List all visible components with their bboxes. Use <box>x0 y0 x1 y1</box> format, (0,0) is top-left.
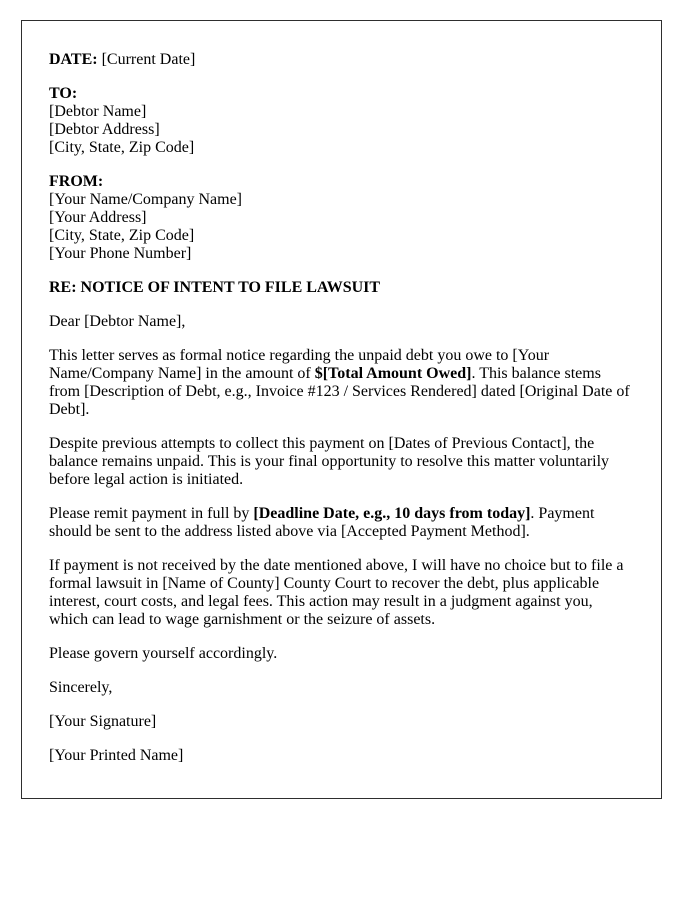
signature-placeholder: [Your Signature] <box>49 713 157 730</box>
bold-placeholder-text: $[Total Amount Owed] <box>314 365 472 382</box>
printed-name-placeholder: [Your Printed Name] <box>49 747 184 764</box>
closing: Sincerely, <box>49 679 113 696</box>
bold-placeholder-text: [Deadline Date, e.g., 10 days from today] <box>253 505 531 522</box>
from-label: FROM: <box>49 173 104 190</box>
paragraph-text: Please govern yourself accordingly. <box>49 645 278 662</box>
sender-city-state-zip-line: [City, State, Zip Code] <box>49 227 195 244</box>
body-paragraph <box>49 557 633 629</box>
date-line <box>49 51 633 69</box>
body-paragraph <box>49 645 633 663</box>
debtor-name-line: [Debtor Name] <box>49 103 147 120</box>
paragraph-text: Despite previous attempts to collect this payment on [Dates of Previous Contact], the balance remains unpaid. This is your final opportunity to resolve this matter voluntarily before legal action is initiated. <box>49 435 610 488</box>
subject-line <box>49 279 633 297</box>
paragraph-text: . This balance stems from [Description of Debt, e.g., Invoice #123 / Services Rendered] dated [Original Date of Debt]. <box>49 365 630 418</box>
date-value: [Current Date] <box>101 51 196 68</box>
body-paragraph <box>49 347 633 419</box>
debtor-city-state-zip-line: [City, State, Zip Code] <box>49 139 195 156</box>
recipient-block <box>49 85 633 157</box>
body-paragraph <box>49 435 633 489</box>
sender-block <box>49 173 633 263</box>
sender-phone-line: [Your Phone Number] <box>49 245 192 262</box>
date-label: DATE: <box>49 51 98 68</box>
body-paragraphs <box>49 347 633 663</box>
sender-name-line: [Your Name/Company Name] <box>49 191 243 208</box>
body-paragraph <box>49 505 633 541</box>
letter-container <box>21 20 662 799</box>
paragraph-text: Please remit payment in full by <box>49 505 254 522</box>
paragraph-text: . Payment should be sent to the address listed above via [Accepted Payment Method]. <box>49 505 595 540</box>
paragraph-text: This letter serves as formal notice regarding the unpaid debt you owe to [Your Name/Company Name] in the amount of <box>49 347 550 382</box>
to-label: TO: <box>49 85 78 102</box>
debtor-address-line: [Debtor Address] <box>49 121 160 138</box>
paragraph-text: If payment is not received by the date mentioned above, I will have no choice but to file a formal lawsuit in [Name of County] County Court to recover the debt, plus applicable interest, court costs, and legal fees. This action may result in a judgment against you, which can lead to wage garnishment or the seizure of assets. <box>49 557 624 628</box>
subject-text: RE: NOTICE OF INTENT TO FILE LAWSUIT <box>49 279 381 296</box>
sender-address-line: [Your Address] <box>49 209 147 226</box>
salutation: Dear [Debtor Name], <box>49 313 186 330</box>
